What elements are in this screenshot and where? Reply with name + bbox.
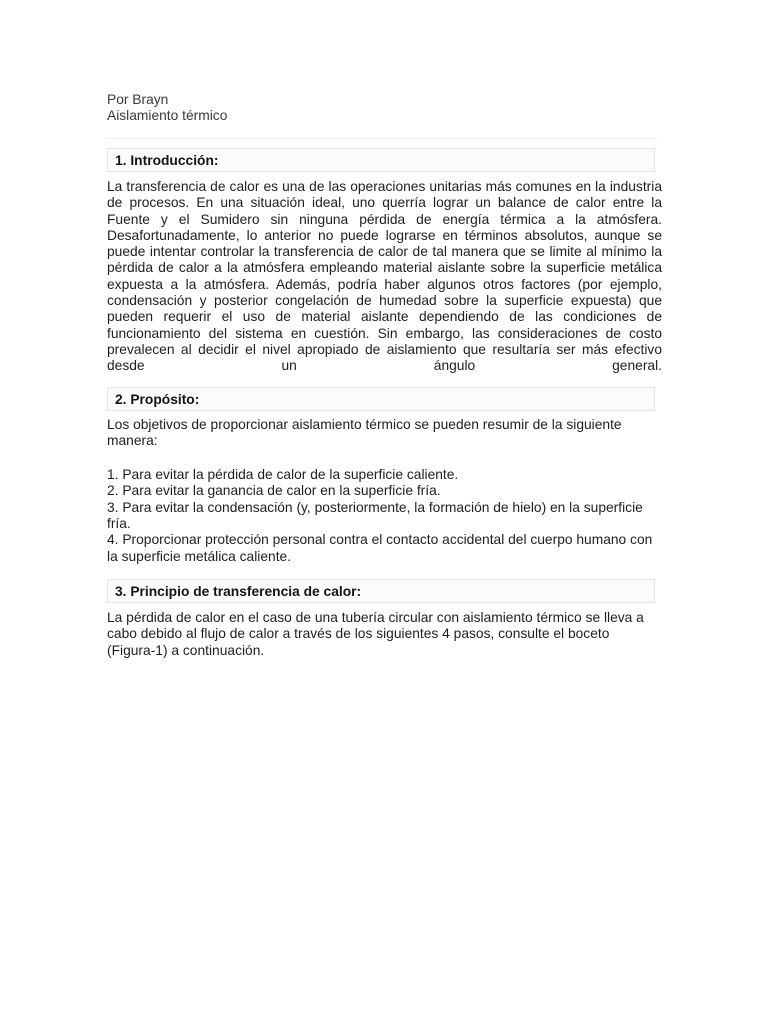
list-item: 2. Para evitar la ganancia de calor en la superficie fría.	[107, 483, 441, 499]
document-title: Aislamiento térmico	[107, 108, 228, 123]
section-heading-proposito: 2. Propósito:	[107, 387, 655, 411]
list-item: 3. Para evitar la condensación (y, posteriormente, la formación de hielo) en la superficie fría.	[107, 499, 643, 532]
author-line: Por Brayn	[107, 92, 169, 107]
section-body-principio: La pérdida de calor en el caso de una tubería circular con aislamiento térmico se lleva a cabo debido al flujo de calor a través de los siguientes 4 pasos, consulte el boceto (Figura-1) a continuación.	[107, 609, 644, 658]
section-intro-proposito: Los objetivos de proporcionar aislamiento térmico se pueden resumir de la siguiente manera:	[107, 416, 622, 448]
section-heading-principio: 3. Principio de transferencia de calor:	[107, 579, 655, 603]
list-item: 4. Proporcionar protección personal contra el contacto accidental del cuerpo humano con la superficie metálica caliente.	[107, 532, 653, 564]
header-divider	[107, 138, 658, 139]
section-body-introduccion: La transferencia de calor es una de las operaciones unitarias más comunes en la industria de procesos. En una situación ideal, uno querría lograr un balance de calor entre la Fuente y el Sumidero sin ninguna pérdida de energía térmica a la atmósfera. Desafortunadamente, lo anterior no puede lograrse en términos absolutos, aunque se puede intentar controlar la transferencia de calor de tal manera que se limite al mínimo la pérdida de calor a la atmósfera empleando material aislante sobre la superficie metálica expuesta a la atmósfera. Además, podría haber algunos otros factores (por ejemplo, condensación y posterior congelación de humedad sobre la superficie expuesta) que pueden requerir el uso de material aislante dependiendo de las condiciones de funcionamiento del sistema en cuestión. Sin embargo, las consideraciones de costo prevalecen al decidir el nivel apropiado de aislamiento que resultaría ser más efectivo desde un ángulo general.	[107, 179, 662, 374]
section-heading-introduccion: 1. Introducción:	[107, 148, 655, 172]
purpose-list	[107, 467, 661, 565]
list-item: 1. Para evitar la pérdida de calor de la superficie caliente.	[107, 467, 459, 483]
